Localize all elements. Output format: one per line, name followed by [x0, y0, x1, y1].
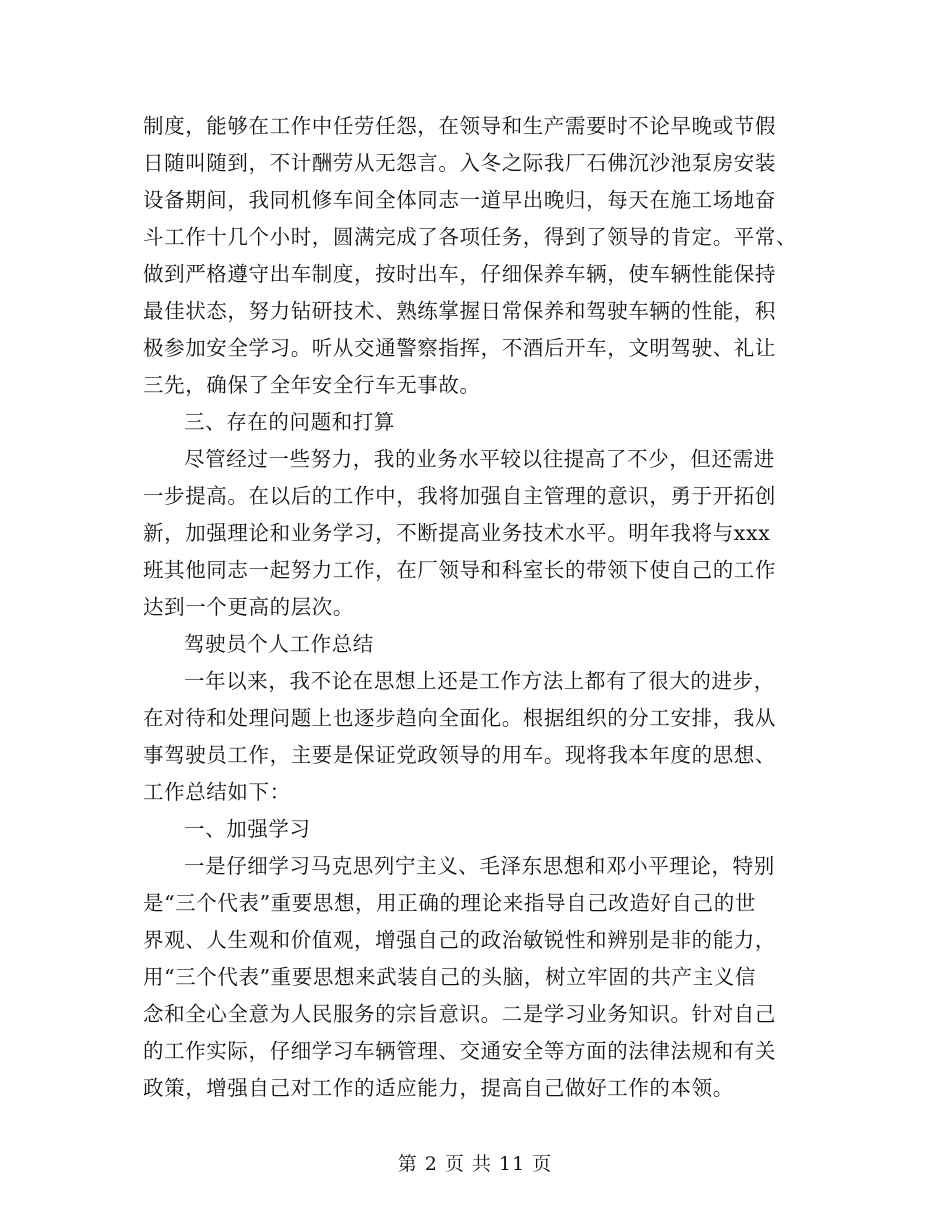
body-line: 制度，能够在工作中任劳任怨，在领导和生产需要时不论早晚或节假: [143, 114, 776, 138]
body-line: 工作总结如下：: [143, 780, 291, 804]
body-line: 班其他同志一起努力工作，在厂领导和科室长的带领下使自己的工作: [143, 558, 776, 582]
body-line: 最佳状态，努力钻研技术、熟练掌握日常保养和驾驶车辆的性能，积: [143, 299, 776, 323]
body-line: 一步提高。在以后的工作中，我将加强自主管理的意识，勇于开拓创: [143, 484, 776, 508]
body-line: 日随叫随到，不计酬劳从无怨言。入冬之际我厂石佛沉沙池泵房安装: [143, 151, 776, 175]
body-line: 一年以来，我不论在思想上还是工作方法上都有了很大的进步，: [184, 669, 775, 693]
body-line: 事驾驶员工作，主要是保证党政领导的用车。现将我本年度的思想、: [143, 743, 776, 767]
body-line: 政策，增强自己对工作的适应能力，提高自己做好工作的本领。: [143, 1076, 734, 1100]
body-line: 达到一个更高的层次。: [143, 595, 354, 619]
body-line: 的工作实际，仔细学习车辆管理、交通安全等方面的法律法规和有关: [143, 1039, 776, 1063]
body-line: 在对待和处理问题上也逐步趋向全面化。根据组织的分工安排，我从: [143, 706, 776, 730]
body-line: 做到严格遵守出车制度，按时出车，仔细保养车辆，使车辆性能保持: [143, 262, 776, 286]
section-heading: 三、存在的问题和打算: [184, 410, 395, 434]
body-line: 斗工作十几个小时，圆满完成了各项任务，得到了领导的肯定。平常、: [143, 225, 798, 249]
section-heading: 一、加强学习: [184, 817, 311, 841]
body-line: 设备期间，我同机修车间全体同志一道早出晚归，每天在施工场地奋: [143, 188, 776, 212]
body-line: 新，加强理论和业务学习，不断提高业务技术水平。明年我将与xxx: [143, 521, 771, 545]
page-number-footer: 第 2 页 共 11 页: [397, 1153, 553, 1175]
body-line: 极参加安全学习。听从交通警察指挥，不酒后开车，文明驾驶、礼让: [143, 336, 776, 360]
document-subtitle: 驾驶员个人工作总结: [184, 632, 374, 656]
body-line: 是“三个代表”重要思想，用正确的理论来指导自己改造好自己的世: [143, 891, 756, 915]
body-line: 一是仔细学习马克思列宁主义、毛泽东思想和邓小平理论，特别: [184, 854, 775, 878]
body-line: 界观、人生观和价值观，增强自己的政治敏锐性和辨别是非的能力，: [143, 928, 776, 952]
body-line: 念和全心全意为人民服务的宗旨意识。二是学习业务知识。针对自己: [143, 1002, 776, 1026]
body-line: 尽管经过一些努力，我的业务水平较以往提高了不少，但还需进: [184, 447, 775, 471]
body-line: 三先，确保了全年安全行车无事故。: [143, 373, 481, 397]
body-line: 用“三个代表”重要思想来武装自己的头脑，树立牢固的共产主义信: [143, 965, 756, 989]
